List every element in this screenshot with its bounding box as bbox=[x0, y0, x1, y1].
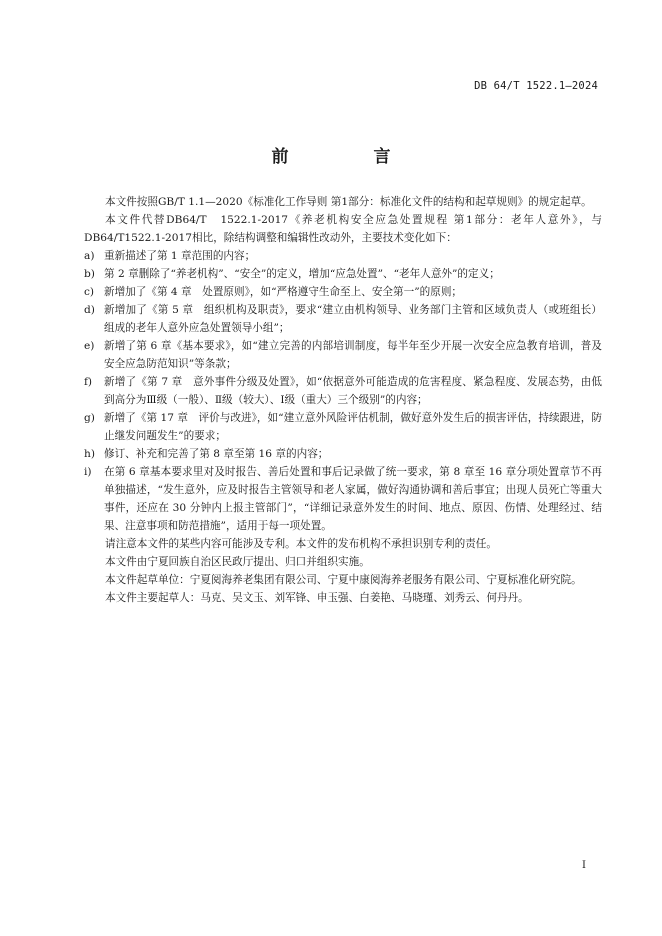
drafting-units: 本文件起草单位：宁夏阅海养老集团有限公司、宁夏中康阅海养老服务有限公司、宁夏标准化研究院。 bbox=[105, 574, 582, 586]
list-item-text: 在第 6 章基本要求里对及时报告、善后处置和事后记录做了统一要求，第 8 章至 16 章分项处置章节不再单独描述，“发生意外，应及时报告主管领导和老人家属，做好沟通协调和善后事宜；出现人员死亡等重大事件，还应在 30 分钟内上报主管部门”，“详细记录意外发生的时间、地点、原因、伤情、处理经过、结果、注意事项和防范措施”，适用于每一项处置。 bbox=[104, 466, 602, 532]
list-item-text: 新增加了《第 4 章 处置原则》，如“严格遵守生命至上、安全第一”的原则； bbox=[104, 286, 463, 298]
list-item-label: f) bbox=[84, 376, 93, 388]
list-item-text: 新增了《第 7 章 意外事件分级及处置》，如“依据意外可能造成的危害程度、紧急程度、发展态势，由低到高分为Ⅲ级（一般）、Ⅱ级（较大）、Ⅰ级（重大）三个级别”的内容； bbox=[104, 376, 602, 406]
list-item-text: 重新描述了第 1 章范围的内容； bbox=[104, 250, 256, 262]
list-item-label: a) bbox=[84, 250, 95, 262]
intro-paragraph: 本文件代替DB64/T 1522.1-2017《养老机构安全应急处置规程 第1部分：老年人意外》，与DB64/T1522.1-2017相比，除结构调整和编辑性改动外，主要技术变化如下： bbox=[84, 214, 602, 244]
list-item-label: h) bbox=[84, 448, 95, 460]
list-item-text: 第 2 章删除了“养老机构”、“安全”的定义，增加“应急处置”、“老年人意外”的定义； bbox=[104, 268, 500, 280]
list-item-label: b) bbox=[84, 268, 95, 280]
document-code: DB 64/T 1522.1—2024 bbox=[474, 80, 598, 92]
list-item-label: i) bbox=[84, 466, 92, 478]
list-item-label: c) bbox=[84, 286, 95, 298]
list-item bbox=[84, 445, 602, 463]
intro-paragraph: 本文件按照GB/T 1.1—2020《标准化工作导则 第1部分：标准化文件的结构和起草规则》的规定起草。 bbox=[105, 196, 592, 208]
list-item-text: 新增加了《第 5 章 组织机构及职责》，要求“建立由机构领导、业务部门主管和区域负责人（或班组长）组成的老年人意外应急处置领导小组”； bbox=[104, 304, 602, 334]
list-item bbox=[84, 283, 602, 301]
drafters: 本文件主要起草人：马克、吴文玉、刘军锋、申玉强、白姜艳、马晓瑾、刘秀云、何丹丹。 bbox=[105, 592, 529, 604]
list-item bbox=[84, 247, 602, 265]
list-item bbox=[84, 409, 602, 445]
page-title: 前 言 bbox=[271, 147, 425, 167]
list-item-text: 修订、补充和完善了第 8 章至第 16 章的内容； bbox=[104, 448, 329, 460]
foreword-body bbox=[84, 193, 602, 607]
page-number: I bbox=[582, 860, 586, 871]
list-item bbox=[84, 463, 602, 535]
list-item-text: 新增了第 6 章《基本要求》，如“建立完善的内部培训制度，每半年至少开展一次安全应急教育培训，普及安全应急防范知识”等条款； bbox=[104, 340, 602, 370]
list-item-label: g) bbox=[84, 412, 95, 424]
list-item bbox=[84, 337, 602, 373]
proposer-statement: 本文件由宁夏回族自治区民政厅提出、归口并组织实施。 bbox=[105, 556, 370, 568]
list-item-text: 新增了《第 17 章 评价与改进》，如“建立意外风险评估机制，做好意外发生后的损害评估，持续跟进，防止继发问题发生”的要求； bbox=[104, 412, 602, 442]
patent-notice: 请注意本文件的某些内容可能涉及专利。本文件的发布机构不承担识别专利的责任。 bbox=[105, 538, 497, 550]
list-item bbox=[84, 265, 602, 283]
list-item-label: d) bbox=[84, 304, 95, 316]
list-item-label: e) bbox=[84, 340, 95, 352]
list-item bbox=[84, 373, 602, 409]
list-item bbox=[84, 301, 602, 337]
